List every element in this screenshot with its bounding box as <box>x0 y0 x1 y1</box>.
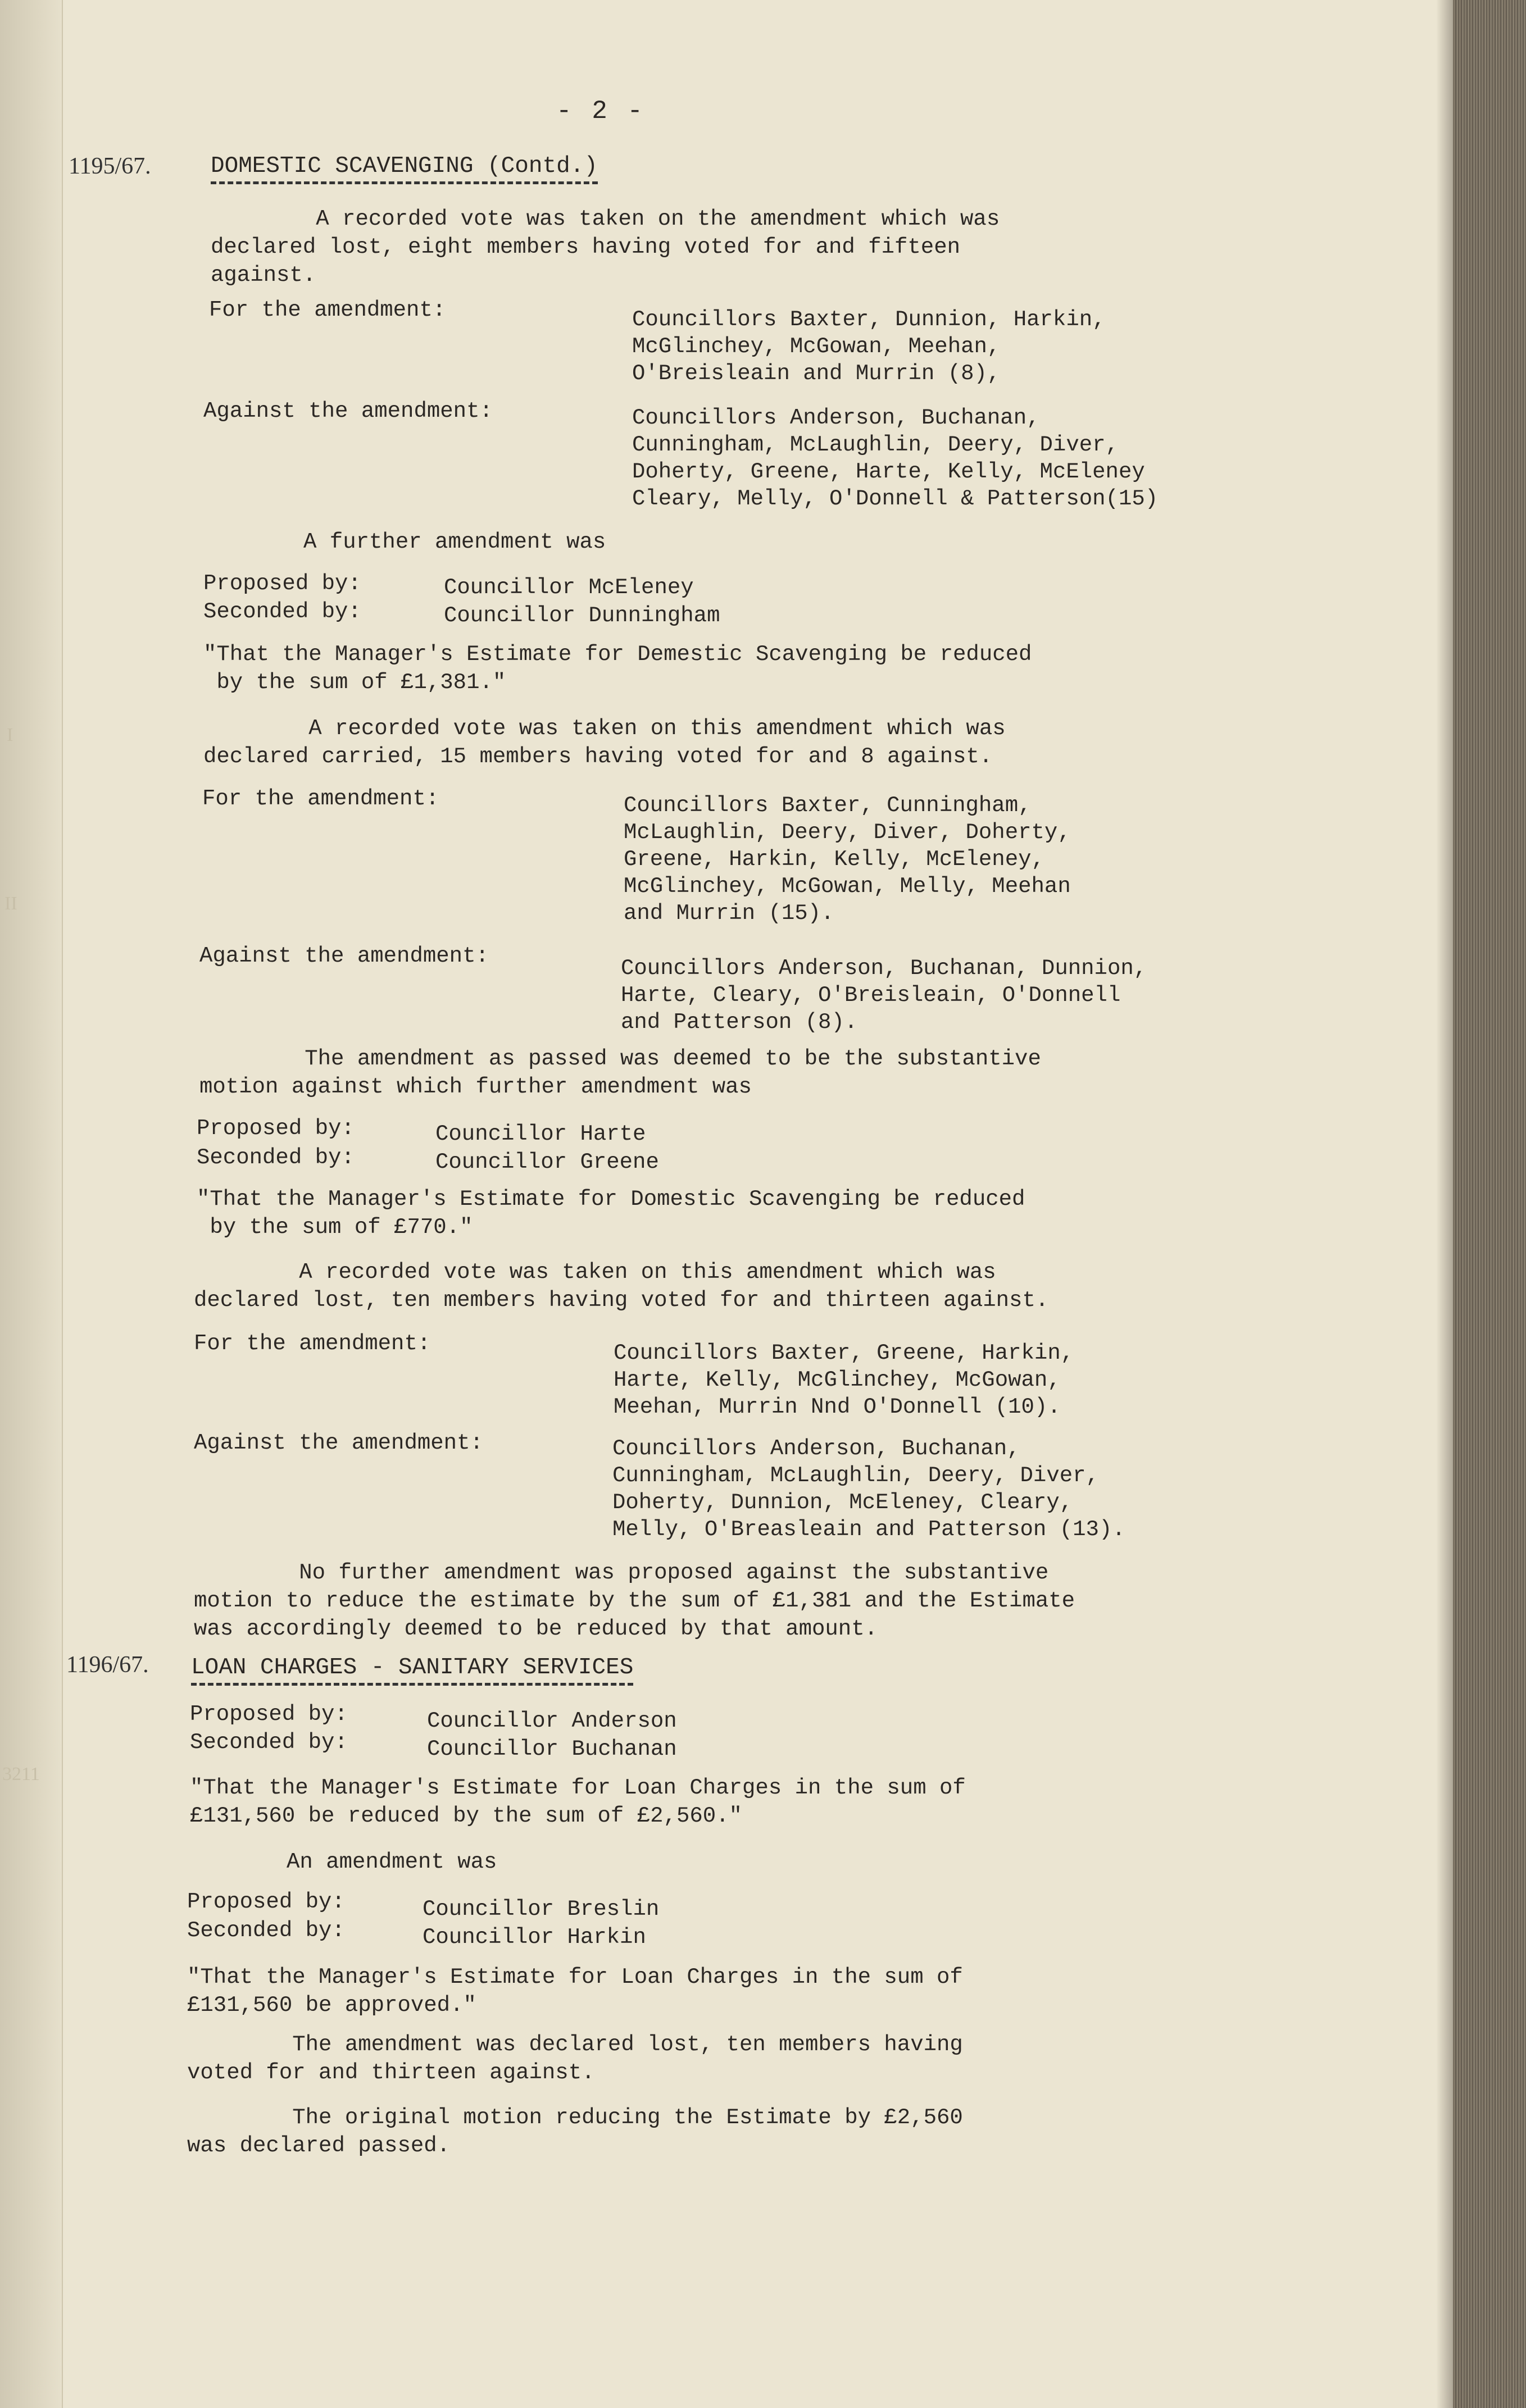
gutter-mark: 3211 <box>2 1764 40 1785</box>
proposer-name: Councillor Harte <box>435 1122 646 1146</box>
paragraph: The amendment as passed was deemed to be the substantive motion against which further amendment was <box>199 1046 1041 1099</box>
vote-against-label: Against the amendment: <box>199 944 489 968</box>
paragraph: A recorded vote was taken on the amendment which was declared lost, eight members having voted for and fifteen against. <box>211 207 1000 288</box>
paragraph: No further amendment was proposed against the substantive motion to reduce the estimate by the sum of £1,381 and the Estimate was accordingly deemed to be reduced by that amount. <box>194 1560 1075 1641</box>
motion-quote: "That the Manager's Estimate for Loan Charges in the sum of £131,560 be reduced by the sum of £2,560." <box>190 1776 966 1828</box>
seconded-by-label: Seconded by: <box>203 599 361 624</box>
seconded-by-label: Seconded by: <box>187 1918 345 1943</box>
section-heading: LOAN CHARGES - SANITARY SERVICES <box>191 1654 633 1686</box>
proposed-by-label: Proposed by: <box>203 571 361 596</box>
paragraph: A further amendment was <box>303 530 606 554</box>
section-heading: DOMESTIC SCAVENGING (Contd.) <box>211 153 598 184</box>
vote-for-label: For the amendment: <box>202 786 439 811</box>
binding-gutter <box>0 0 63 2408</box>
paragraph: A recorded vote was taken on this amendment which was declared lost, ten members having voted for and thirteen against. <box>194 1260 1049 1313</box>
proposer-name: Councillor Anderson <box>427 1709 677 1733</box>
seconded-by-label: Seconded by: <box>190 1730 348 1755</box>
paragraph: An amendment was <box>287 1850 497 1874</box>
proposed-by-label: Proposed by: <box>197 1116 355 1141</box>
page-shadow <box>1436 0 1453 2408</box>
page-number: - 2 - <box>556 97 646 126</box>
vote-for-names: Councillors Baxter, Greene, Harkin, Harte, Kelly, McGlinchey, McGowan, Meehan, Murrin Nnd O'Donnell (10). <box>614 1341 1074 1419</box>
vote-for-label: For the amendment: <box>209 298 446 322</box>
page-edges <box>1453 0 1526 2408</box>
seconder-name: Councillor Buchanan <box>427 1737 677 1761</box>
vote-against-names: Councillors Anderson, Buchanan, Cunningham, McLaughlin, Deery, Diver, Doherty, Greene, Harte, Kelly, McEleney Cleary, Melly, O'Donnell & Patterson(15) <box>632 406 1159 511</box>
proposed-by-label: Proposed by: <box>187 1890 345 1914</box>
gutter-mark: I <box>7 725 13 745</box>
paragraph: The amendment was declared lost, ten members having voted for and thirteen against. <box>187 2032 963 2085</box>
proposed-by-label: Proposed by: <box>190 1702 348 1727</box>
seconder-name: Councillor Greene <box>435 1150 659 1175</box>
seconder-name: Councillor Dunningham <box>444 603 720 628</box>
motion-quote: "That the Manager's Estimate for Loan Charges in the sum of £131,560 be approved." <box>187 1965 963 2018</box>
vote-for-label: For the amendment: <box>194 1331 431 1356</box>
paragraph: A recorded vote was taken on this amendment which was declared carried, 15 members having voted for and 8 against. <box>203 716 1006 769</box>
motion-quote: "That the Manager's Estimate for Demestic Scavenging be reduced by the sum of £1,381." <box>203 642 1032 695</box>
vote-against-names: Councillors Anderson, Buchanan, Dunnion, Harte, Cleary, O'Breisleain, O'Donnell and Patterson (8). <box>621 956 1147 1035</box>
seconder-name: Councillor Harkin <box>423 1925 646 1950</box>
proposer-name: Councillor Breslin <box>423 1897 660 1922</box>
minute-reference: 1195/67. <box>69 153 151 179</box>
vote-against-label: Against the amendment: <box>194 1431 483 1455</box>
minute-reference: 1196/67. <box>66 1652 149 1678</box>
vote-against-names: Councillors Anderson, Buchanan, Cunningham, McLaughlin, Deery, Diver, Doherty, Dunnion, McEleney, Cleary, Melly, O'Breasleain and Patterson (13). <box>612 1436 1125 1542</box>
paragraph: The original motion reducing the Estimate by £2,560 was declared passed. <box>187 2105 963 2158</box>
motion-quote: "That the Manager's Estimate for Domestic Scavenging be reduced by the sum of £770." <box>197 1187 1025 1240</box>
vote-for-names: Councillors Baxter, Dunnion, Harkin, McGlinchey, McGowan, Meehan, O'Breisleain and Murrin (8), <box>632 307 1106 386</box>
vote-for-names: Councillors Baxter, Cunningham, McLaughlin, Deery, Diver, Doherty, Greene, Harkin, Kelly, McEleney, McGlinchey, McGowan, Melly, Meehan and Murrin (15). <box>624 793 1071 926</box>
vote-against-label: Against the amendment: <box>203 399 493 424</box>
proposer-name: Councillor McEleney <box>444 575 694 600</box>
seconded-by-label: Seconded by: <box>197 1145 355 1170</box>
gutter-mark: II <box>4 893 17 914</box>
